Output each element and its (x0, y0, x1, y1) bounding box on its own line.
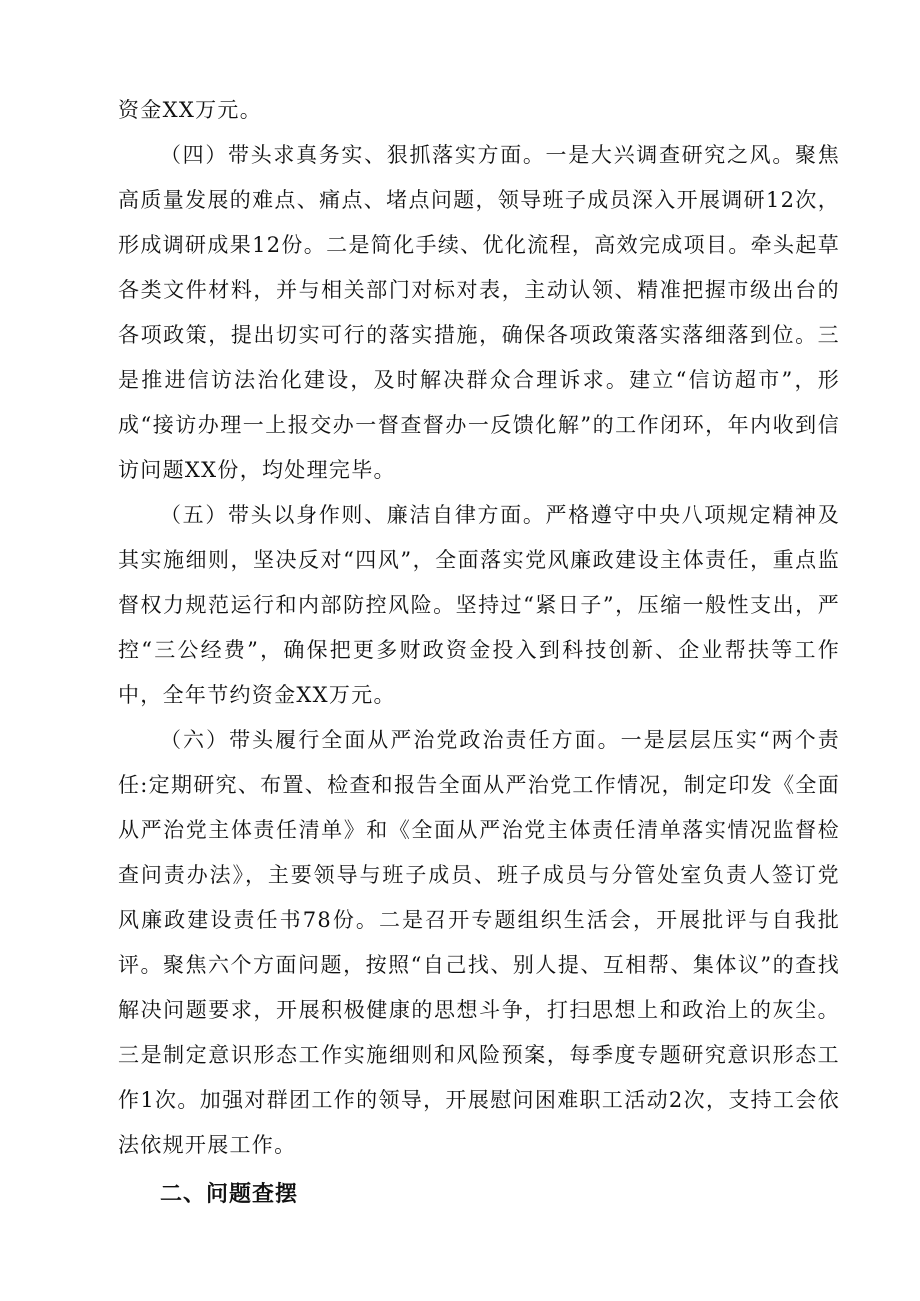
paragraph-section-5: （五）带头以身作则、廉洁自律方面。严格遵守中央八项规定精神及其实施细则，坚决反对“四风”，全面落实党风廉政建设主体责任，重点监督权力规范运行和内部防控风险。坚持过“紧日子”，压缩一般性支出，严控“三公经费”，确保把更多财政资金投入到科技创新、企业帮扶等工作中，全年节约资金XX万元。 (118, 503, 840, 707)
section-heading-problems: 二、问题查摆 (160, 1182, 299, 1207)
document-body (118, 88, 840, 1220)
paragraph-section-4: （四）带头求真务实、狠抓落实方面。一是大兴调查研究之风。聚焦高质量发展的难点、痛点、堵点问题，领导班子成员深入开展调研12次，形成调研成果12份。二是简化手续、优化流程，高效完成项目。牵头起草各类文件材料，并与相关部门对标对表，主动认领、精准把握市级出台的各项政策，提出切实可行的落实措施，确保各项政策落实落细落到位。三是推进信访法治化建设，及时解决群众合理诉求。建立“信访超市”，形成“接访办理一上报交办一督查督办一反馈化解”的工作闭环，年内收到信访问题XX份，均处理完毕。 (118, 143, 840, 482)
paragraph-continuation: 资金XX万元。 (118, 98, 262, 122)
paragraph-section-6: （六）带头履行全面从严治党政治责任方面。一是层层压实“两个责任:定期研究、布置、检查和报告全面从严治党工作情况，制定印发《全面从严治党主体责任清单》和《全面从严治党主体责任清单落实情况监督检查问责办法》，主要领导与班子成员、班子成员与分管处室负责人签订党风廉政建设责任书78份。二是召开专题组织生活会，开展批评与自我批评。聚焦六个方面问题，按照“自己找、别人提、互相帮、集体议”的查找解决问题要求，开展积极健康的思想斗争，打扫思想上和政治上的灰尘。三是制定意识形态工作实施细则和风险预案，每季度专题研究意识形态工作1次。加强对群团工作的领导，开展慰问困难职工活动2次，支持工会依法依规开展工作。 (118, 728, 840, 1157)
